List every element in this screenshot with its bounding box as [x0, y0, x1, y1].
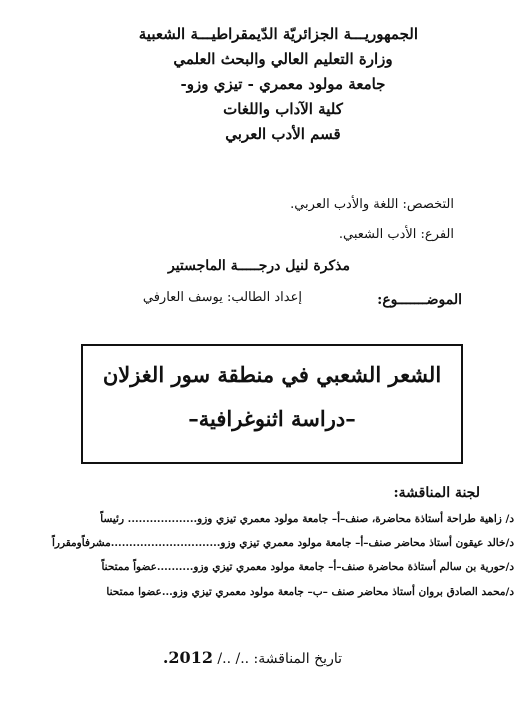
- member-dots: ..........: [156, 561, 194, 573]
- branch-line: الفرع: الأدب الشعبي.: [338, 227, 454, 242]
- member-role: مشرفاًومقرراً: [51, 537, 111, 549]
- header-university: جامعة مولود معمري - تيزي وزو-: [180, 75, 386, 93]
- header-ministry: وزارة التعليم العالي والبحث العلمي: [173, 50, 393, 68]
- member-role: رئيساً: [100, 513, 125, 525]
- member-text: د/ زاهية طراحة أستاذة محاضرة، صنف–أ– جامعة مولود معمري تيزي وزو: [197, 513, 514, 525]
- institution-header: [138, 22, 418, 147]
- defense-date: [163, 648, 342, 667]
- member-role: عضواً ممتحناً: [101, 561, 157, 573]
- header-department: قسم الأدب العربي: [225, 125, 341, 143]
- specialty-line: التخصص: اللغة والأدب العربي.: [290, 197, 454, 212]
- member-dots: ...: [161, 586, 173, 598]
- defense-year: 2012.: [162, 648, 213, 667]
- member-text: د/محمد الصادق بروان أستاذ محاضر صنف –ب– جامعة مولود معمري تيزي وزو: [172, 586, 514, 598]
- subject-label: الموضـــــــوع:: [377, 292, 462, 308]
- committee-member: [100, 513, 514, 525]
- member-text: د/خالد عيقون أستاذ محاضر صنف–أ– جامعة مولود معمري تيزي وزو: [220, 537, 514, 549]
- thesis-subtitle: –دراسة اثنوغرافية–: [188, 406, 356, 431]
- member-text: د/حورية بن سالم أستاذة محاضرة صنف–أ– جامعة مولود معمري تيزي وزو: [193, 561, 514, 573]
- member-dots: ..............................: [110, 537, 221, 549]
- thesis-title-box: [81, 344, 463, 464]
- member-role: عضوا ممتحنا: [106, 586, 162, 598]
- defense-date-label: تاريخ المناقشة: ../ ../: [217, 651, 342, 667]
- header-faculty: كلية الآداب واللغات: [223, 100, 343, 118]
- student-line: إعداد الطالب: يوسف العارفي: [142, 290, 302, 305]
- committee-member: [52, 537, 514, 549]
- committee-heading: لجنة المناقشة:: [393, 485, 480, 501]
- header-republic: الجمهوريـــة الجزائريّة الدّيمقراطيـــة الشعبية: [138, 25, 418, 43]
- committee-member: [106, 586, 514, 598]
- committee-member: [101, 561, 514, 573]
- thesis-title: الشعر الشعبي في منطقة سور الغزلان: [102, 362, 442, 387]
- thesis-degree-line: مذكرة لنيل درجـــــة الماجستير: [167, 258, 350, 274]
- member-dots: ...................: [127, 513, 198, 525]
